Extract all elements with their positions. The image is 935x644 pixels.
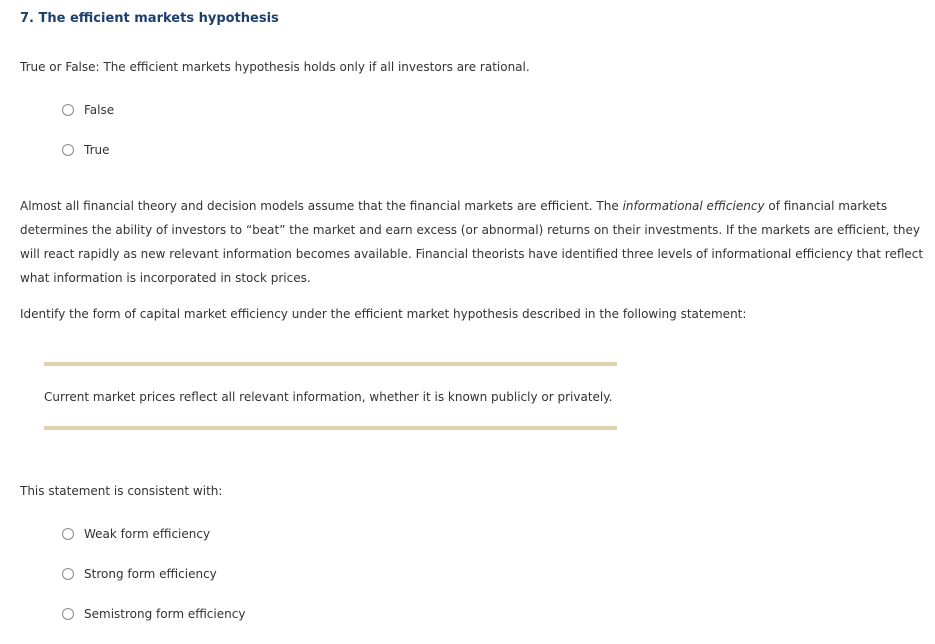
question-title: 7. The efficient markets hypothesis [20, 11, 279, 26]
identify-prompt: Identify the form of capital market efficiency under the efficient market hypothesis described in the following statement: [20, 307, 747, 321]
radio-button-icon[interactable] [62, 568, 74, 580]
intro-text-part2: of financial markets determines the ability of investors to “beat” the market and earn excess (or abnormal) returns on their investments. If the markets are efficient, they will react rapidly as new relevant information becomes available. Financial theorists have identified three levels of informational efficiency that reflect what information is incorporated in stock prices. [20, 199, 924, 285]
option-label: Semistrong form efficiency [84, 607, 246, 621]
true-false-prompt: True or False: The efficient markets hypothesis holds only if all investors are rational. [20, 60, 530, 74]
radio-button-icon[interactable] [62, 528, 74, 540]
statement-top-divider [44, 362, 617, 366]
intro-paragraph [20, 194, 930, 290]
option-strong-form[interactable] [62, 565, 217, 583]
option-label: False [84, 103, 115, 117]
option-semistrong-form[interactable] [62, 605, 245, 623]
radio-button-icon[interactable] [62, 104, 74, 116]
option-weak-form[interactable] [62, 525, 210, 543]
radio-button-icon[interactable] [62, 608, 74, 620]
consistent-with-label: This statement is consistent with: [20, 484, 223, 498]
statement-text: Current market prices reflect all relevant information, whether it is known publicly or privately. [44, 390, 613, 404]
intro-text-part1: Almost all financial theory and decision models assume that the financial markets are efficient. The [20, 199, 623, 213]
option-true[interactable] [62, 141, 110, 159]
intro-emphasis: informational efficiency [622, 199, 765, 213]
option-label: True [84, 143, 110, 157]
statement-bottom-divider [44, 426, 617, 430]
option-false[interactable] [62, 101, 114, 119]
option-label: Strong form efficiency [84, 567, 217, 581]
radio-button-icon[interactable] [62, 144, 74, 156]
option-label: Weak form efficiency [84, 527, 211, 541]
